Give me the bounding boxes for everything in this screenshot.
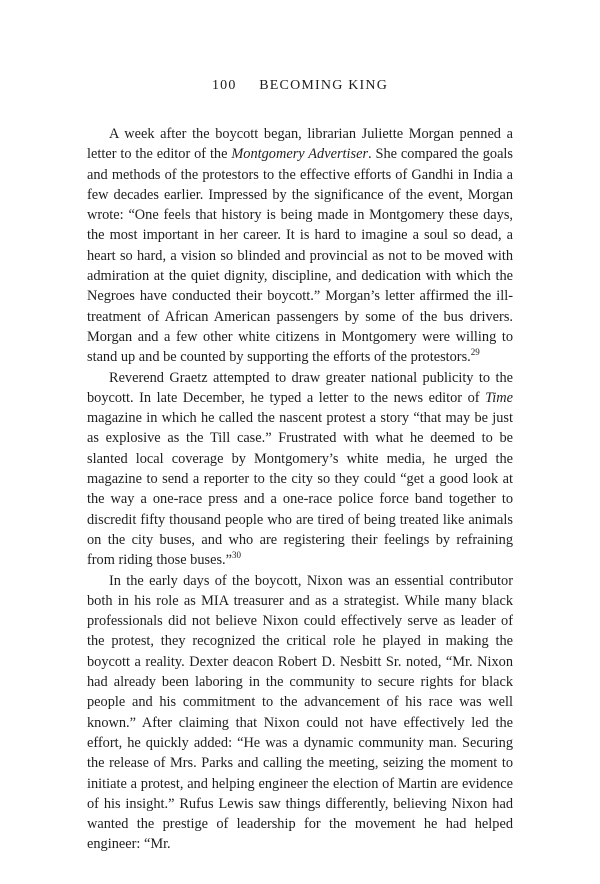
- paragraph-morgan: [87, 124, 513, 368]
- paragraph-nixon: [87, 571, 513, 855]
- running-title: BECOMING KING: [259, 78, 389, 93]
- paragraph-text: In the early days of the boycott, Nixon was an essential contributor both in his role as MIA treasurer and as a strategist. While many black professionals did not believe Nixon could effectively serve as leader of the protest, they recognized the critical role he played in making the boycott a reality. Dexter deacon Robert D. Nesbitt Sr. noted, “Mr. Nixon had already been laboring in the community to secure rights for black people and his commitment to the advancement of his race was well known.” After claiming that Nixon could not have effectively led the effort, he quickly added: “He was a dynamic community man. Securing the release of Mrs. Parks and calling the meeting, seizing the moment to initiate a protest, and helping engineer the election of Martin are evidence of his insight.” Rufus Lewis saw things differently, believing Nixon had wanted the prestige of leadership for the movement he had helped engineer: “Mr.: [87, 572, 513, 853]
- running-head: [87, 78, 513, 94]
- publication-title: Montgomery Advertiser: [231, 146, 369, 163]
- paragraph-text: . She compared the goals and methods of the protestors to the effective efforts of Gandhi in India a few decades earlier. Impressed by the significance of the event, Morgan wrote: “One feels that history is being made in Montgomery these days, the most important in her career. It is hard to imagine a soul so dead, a heart so hard, a vision so blinded and provincial as not to be moved with admiration at the quiet dignity, discipline, and dedication with which the Negroes have conducted their boycott.” Morgan’s letter affirmed the ill-treatment of African American passengers by some of the bus drivers. Morgan and a few other white citizens in Montgomery were willing to stand up and be counted by supporting the efforts of the protestors.: [87, 146, 514, 366]
- footnote-ref: 29: [470, 347, 480, 358]
- footnote-ref: 30: [232, 550, 242, 561]
- publication-title: Time: [485, 389, 513, 406]
- paragraph-text: A week after the boycott began, librarian Juliette Morgan penned a letter to the editor of the: [87, 126, 513, 163]
- body-text: [87, 124, 513, 855]
- paragraph-text: Reverend Graetz attempted to draw greater national publicity to the boycott. In late December, he typed a letter to the news editor of: [87, 369, 513, 406]
- page-number: 100: [211, 78, 237, 93]
- paragraph-graetz: [87, 368, 513, 571]
- paragraph-text: magazine in which he called the nascent protest a story “that may be just as explosive as the Till case.” Frustrated with what he deemed to be slanted local coverage by Montgomery’s white media, he urged the magazine to send a reporter to the city so they could “get a good look at the way a one-race press and a one-race police force band together to discredit fifty thousand people who are tired of being treated like animals on the city buses, and who are registering their feelings by refraining from riding those buses.”: [87, 410, 513, 569]
